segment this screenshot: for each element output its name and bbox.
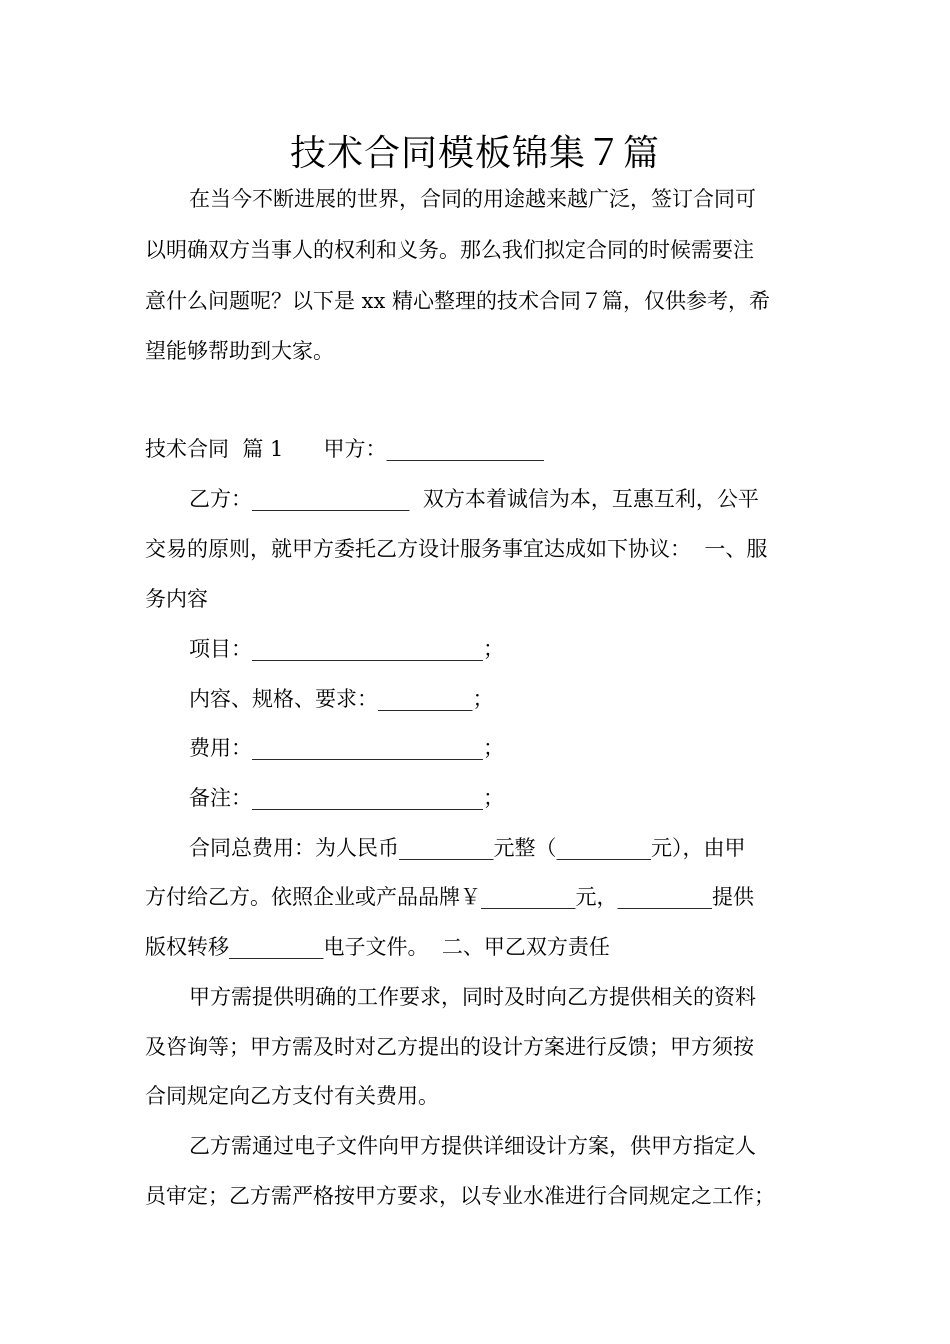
- contract-heading-line: 技术合同 篇 1 甲方：_______________: [145, 437, 544, 461]
- body-line: 合同规定向乙方支付有关费用。: [145, 1084, 439, 1108]
- intro-line-2: 以明确双方当事人的权利和义务。那么我们拟定合同的时候需要注: [145, 238, 754, 262]
- body-line: 甲方需提供明确的工作要求，同时及时向乙方提供相关的资料: [189, 985, 756, 1009]
- body-line: 务内容: [145, 587, 208, 611]
- field-fee: 费用：______________________；: [189, 736, 504, 760]
- body-line: 合同总费用：为人民币_________元整（_________元），由甲: [189, 836, 746, 860]
- intro-line-3: 意什么问题呢？以下是 xx 精心整理的技术合同７篇，仅供参考，希: [145, 289, 771, 313]
- intro-line-1: 在当今不断进展的世界，合同的用途越来越广泛，签订合同可: [189, 187, 756, 211]
- body-line: 乙方：_______________ 双方本着诚信为本，互惠互利，公平: [189, 487, 759, 511]
- field-project: 项目：______________________；: [189, 637, 504, 661]
- body-line: 员审定；乙方需严格按甲方要求，以专业水准进行合同规定之工作；: [145, 1184, 775, 1208]
- body-line: 及咨询等；甲方需及时对乙方提出的设计方案进行反馈；甲方须按: [145, 1035, 754, 1059]
- field-remark: 备注：______________________；: [189, 786, 504, 810]
- body-line: 交易的原则，就甲方委托乙方设计服务事宜达成如下协议： 一、服: [145, 537, 768, 561]
- document-title: 技术合同模板锦集７篇: [289, 133, 660, 174]
- body-line: 方付给乙方。依照企业或产品品牌￥_________元，_________提供: [145, 885, 754, 909]
- body-line: 版权转移_________电子文件。 二、甲乙双方责任: [145, 935, 610, 959]
- field-spec: 内容、规格、要求：_________；: [189, 687, 494, 711]
- intro-line-4: 望能够帮助到大家。: [145, 339, 334, 363]
- body-line: 乙方需通过电子文件向甲方提供详细设计方案，供甲方指定人: [189, 1134, 756, 1158]
